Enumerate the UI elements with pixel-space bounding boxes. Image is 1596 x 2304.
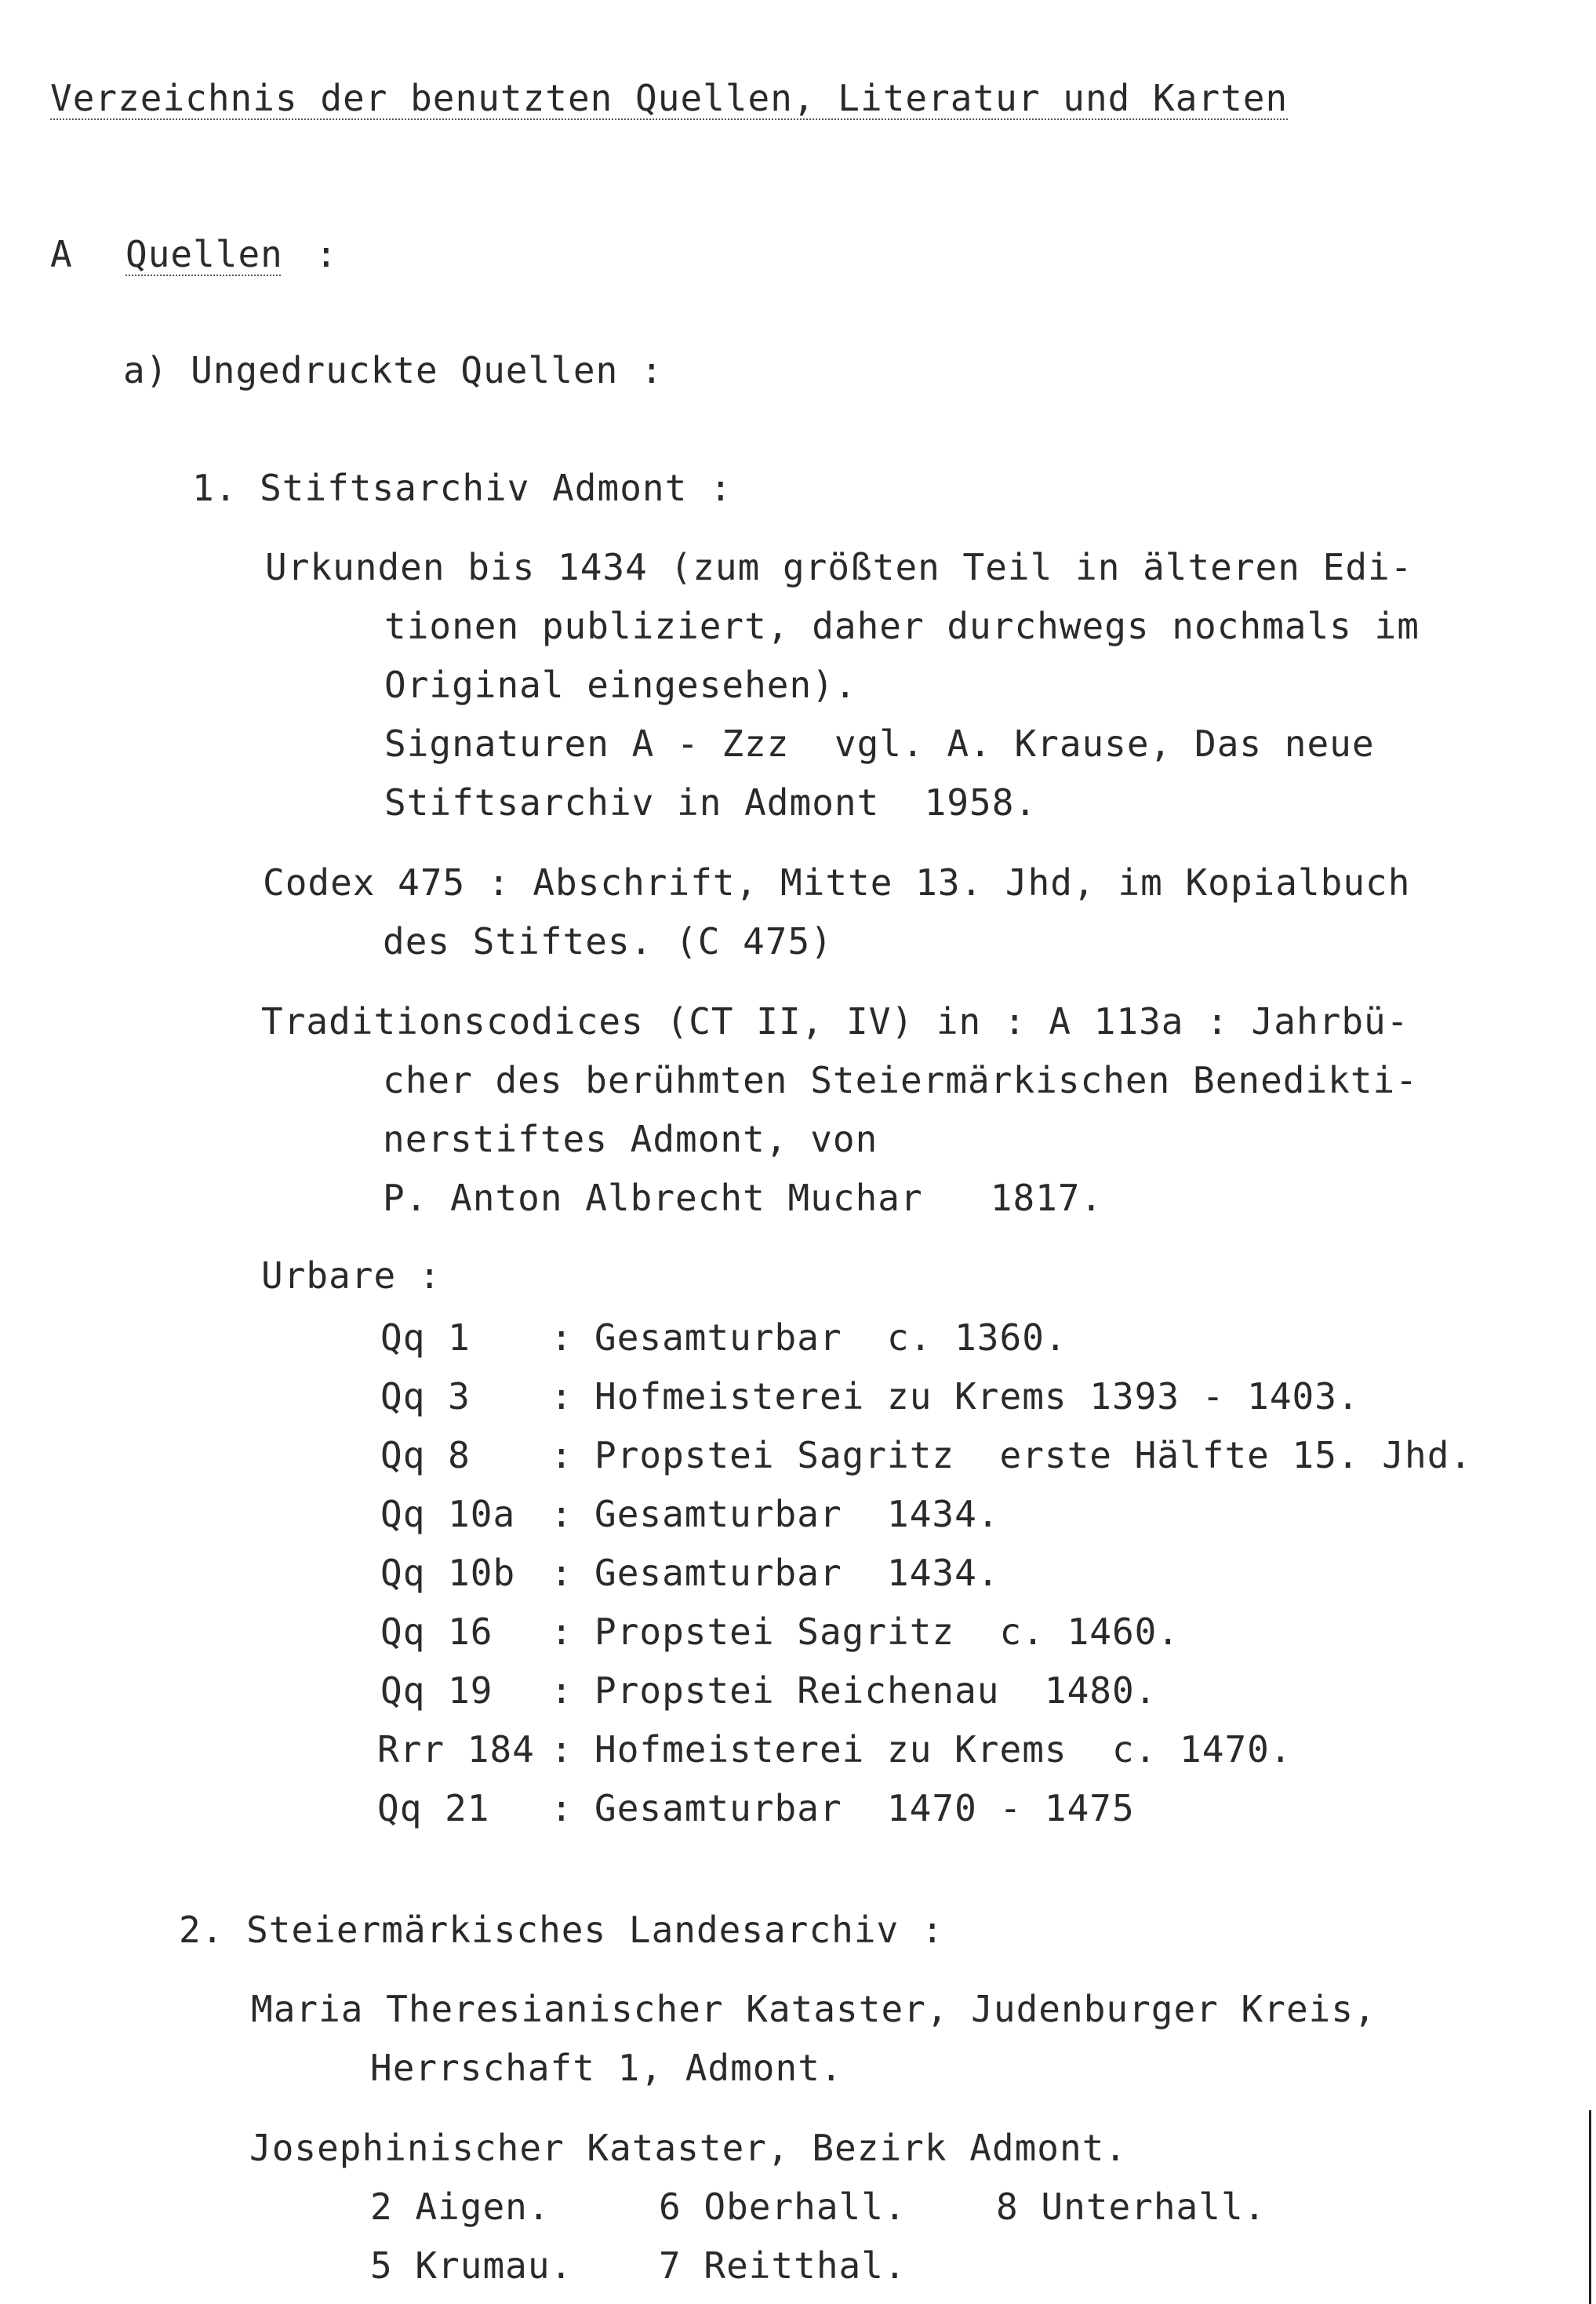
urbar-description: Hofmeisterei zu Krems 1393 - 1403.	[594, 1375, 1360, 1418]
urbar-description: Gesamturbar 1434.	[594, 1493, 1000, 1535]
codex-line-1: Codex 475 : Abschrift, Mitte 13. Jhd, im Kopialbuch	[263, 861, 1411, 904]
urbar-code: Qq 19	[380, 1669, 493, 1712]
urbar-colon: :	[551, 1728, 573, 1771]
urbar-colon: :	[551, 1434, 573, 1476]
bezirk-reitthal: 7 Reitthal.	[659, 2244, 907, 2287]
urbar-colon: :	[551, 1611, 573, 1653]
urbar-description: Propstei Sagritz erste Hälfte 15. Jhd.	[594, 1434, 1473, 1476]
urbar-code: Qq 8	[380, 1434, 471, 1476]
urbar-description: Gesamturbar c. 1360.	[594, 1316, 1067, 1359]
section-a-colon: :	[315, 233, 338, 275]
urbar-description: Propstei Reichenau 1480.	[594, 1669, 1158, 1712]
bezirk-aigen: 2 Aigen.	[370, 2186, 551, 2228]
margin-edge-line	[1589, 2110, 1591, 2304]
urkunden-line-3: Original eingesehen).	[384, 664, 857, 706]
subsection-a-label: a) Ungedruckte Quellen :	[123, 349, 663, 391]
urkunden-line-2: tionen publiziert, daher durchwegs nochmals im	[384, 605, 1420, 647]
traditionscodices-line-4: P. Anton Albrecht Muchar 1817.	[383, 1177, 1103, 1219]
urkunden-line-1: Urkunden bis 1434 (zum größten Teil in älteren Edi-	[265, 546, 1413, 588]
urbar-code: Rrr 184	[377, 1728, 535, 1771]
urbar-code: Qq 10b	[380, 1552, 516, 1594]
urbar-colon: :	[551, 1316, 573, 1359]
urkunden-line-4: Signaturen A - Zzz vgl. A. Krause, Das neue	[384, 723, 1375, 765]
urbar-code: Qq 10a	[380, 1493, 516, 1535]
urbar-code: Qq 16	[380, 1611, 493, 1653]
urbar-colon: :	[551, 1493, 573, 1535]
document-title: Verzeichnis der benutzten Quellen, Literatur und Karten	[50, 77, 1289, 119]
item2-heading: 2. Steiermärkisches Landesarchiv :	[179, 1909, 944, 1951]
bezirk-krumau: 5 Krumau.	[370, 2244, 573, 2287]
urbare-heading: Urbare :	[261, 1254, 442, 1297]
urbar-colon: :	[551, 1787, 573, 1829]
urbar-description: Gesamturbar 1434.	[594, 1552, 1000, 1594]
section-a-letter: A	[50, 233, 73, 275]
codex-line-2: des Stiftes. (C 475)	[383, 920, 833, 963]
bezirk-unterhall: 8 Unterhall.	[996, 2186, 1267, 2228]
maria-theresianisch-line-2: Herrschaft 1, Admont.	[370, 2047, 843, 2089]
section-a-heading: Quellen	[125, 233, 283, 275]
urbar-description: Gesamturbar 1470 - 1475	[594, 1787, 1135, 1829]
maria-theresianisch-line-1: Maria Theresianischer Kataster, Judenburger Kreis,	[251, 1988, 1376, 2030]
traditionscodices-line-1: Traditionscodices (CT II, IV) in : A 113a : Jahrbü-	[261, 1000, 1409, 1043]
urbar-description: Hofmeisterei zu Krems c. 1470.	[594, 1728, 1292, 1771]
urbar-colon: :	[551, 1375, 573, 1418]
urbar-code: Qq 1	[380, 1316, 471, 1359]
urbar-colon: :	[551, 1669, 573, 1712]
traditionscodices-line-2: cher des berühmten Steiermärkischen Benedikti-	[383, 1059, 1418, 1101]
urbar-code: Qq 21	[377, 1787, 490, 1829]
bezirk-oberhall: 6 Oberhall.	[659, 2186, 907, 2228]
item1-heading: 1. Stiftsarchiv Admont :	[192, 467, 733, 509]
urbar-colon: :	[551, 1552, 573, 1594]
urbar-code: Qq 3	[380, 1375, 471, 1418]
urkunden-line-5: Stiftsarchiv in Admont 1958.	[384, 781, 1038, 824]
josephinisch-line: Josephinischer Kataster, Bezirk Admont.	[249, 2127, 1128, 2169]
traditionscodices-line-3: nerstiftes Admont, von	[383, 1118, 878, 1160]
urbar-description: Propstei Sagritz c. 1460.	[594, 1611, 1180, 1653]
